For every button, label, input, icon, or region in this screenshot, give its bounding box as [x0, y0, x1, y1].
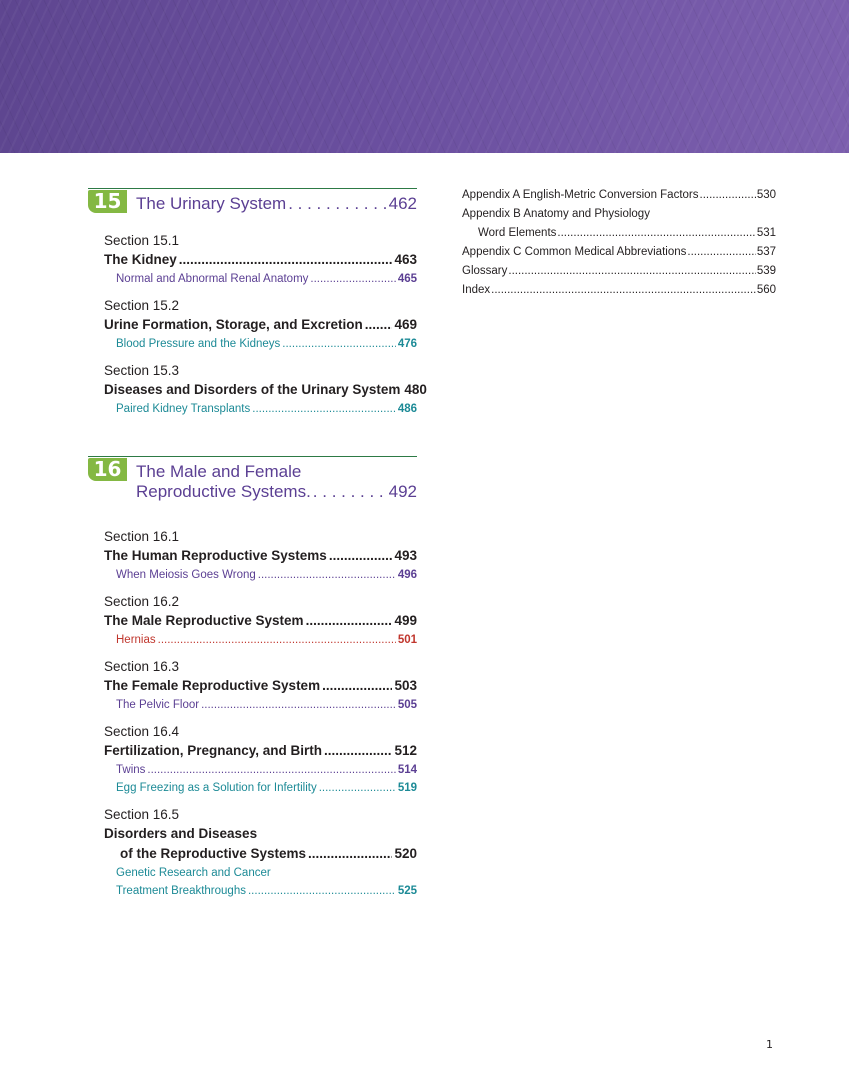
section-label: Section 15.1: [104, 233, 180, 248]
feature-entry[interactable]: Twins ..... 514: [88, 761, 417, 779]
section-entry[interactable]: Diseases and Disorders of the Urinary System 480: [104, 382, 427, 397]
chapter-number-badge: 16: [88, 458, 127, 481]
section-label: Section 15.3: [104, 363, 180, 378]
chapter-title-line1: The Male and Female: [136, 462, 302, 481]
back-matter-entry[interactable]: Glossary ..... 539: [462, 262, 776, 281]
toc-left-column: [88, 188, 427, 900]
feature-entry[interactable]: Hernias ..... 501: [88, 631, 417, 649]
header-banner: [0, 0, 849, 153]
section-entry[interactable]: Fertilization, Pregnancy, and Birth ..... 512: [88, 741, 417, 761]
section-entry[interactable]: The Human Reproductive Systems ..... 493: [88, 546, 417, 566]
chapter-page: 462: [388, 194, 417, 213]
feature-entry[interactable]: Paired Kidney Transplants ..... 486: [88, 400, 417, 418]
back-matter-entry-line1[interactable]: Appendix B Anatomy and Physiology: [462, 208, 650, 220]
chapter-title-line2: Reproductive Systems.: [136, 482, 311, 501]
section-entry[interactable]: The Kidney ..... 463: [88, 250, 417, 270]
section-label: Section 15.2: [104, 298, 180, 313]
feature-entry[interactable]: Treatment Breakthroughs ..... 525: [88, 882, 417, 900]
chapter-title[interactable]: [136, 462, 417, 502]
section-entry[interactable]: The Female Reproductive System ..... 503: [88, 676, 417, 696]
back-matter-entry[interactable]: Appendix C Common Medical Abbreviations ..... 537: [462, 243, 776, 262]
toc-right-column: [462, 186, 776, 300]
section-entry-line1[interactable]: Disorders and Diseases: [104, 826, 258, 841]
back-matter-entry[interactable]: Appendix A English-Metric Conversion Factors ..... 530: [462, 186, 776, 205]
feature-entry-line1[interactable]: Genetic Research and Cancer: [116, 867, 271, 879]
feature-entry[interactable]: When Meiosis Goes Wrong ..... 496: [88, 566, 417, 584]
section-label: Section 16.5: [104, 807, 180, 822]
section-entry[interactable]: The Male Reproductive System ..... 499: [88, 611, 417, 631]
chapter-title-text: The Urinary System: [136, 194, 287, 213]
page-number: 1: [766, 1038, 773, 1051]
section-label: Section 16.4: [104, 724, 180, 739]
section-label: Section 16.1: [104, 529, 180, 544]
back-matter-entry[interactable]: Word Elements ..... 531: [462, 224, 776, 243]
section-entry[interactable]: Urine Formation, Storage, and Excretion ..... 469: [88, 315, 417, 335]
chapter-page: 492: [388, 482, 417, 501]
chapter-15-heading: [88, 188, 417, 223]
section-label: Section 16.3: [104, 659, 180, 674]
section-entry[interactable]: of the Reproductive Systems ..... 520: [88, 844, 417, 864]
feature-entry[interactable]: Normal and Abnormal Renal Anatomy ..... 465: [88, 270, 417, 288]
chapter-title[interactable]: [136, 194, 417, 214]
feature-entry[interactable]: The Pelvic Floor ..... 505: [88, 696, 417, 714]
feature-entry[interactable]: Blood Pressure and the Kidneys ..... 476: [88, 335, 417, 353]
back-matter-entry[interactable]: Index ..... 560: [462, 281, 776, 300]
chapter-number-badge: 15: [88, 190, 127, 213]
chapter-16-heading: [88, 456, 417, 519]
section-label: Section 16.2: [104, 594, 180, 609]
feature-entry[interactable]: Egg Freezing as a Solution for Infertility ..... 519: [88, 779, 417, 797]
